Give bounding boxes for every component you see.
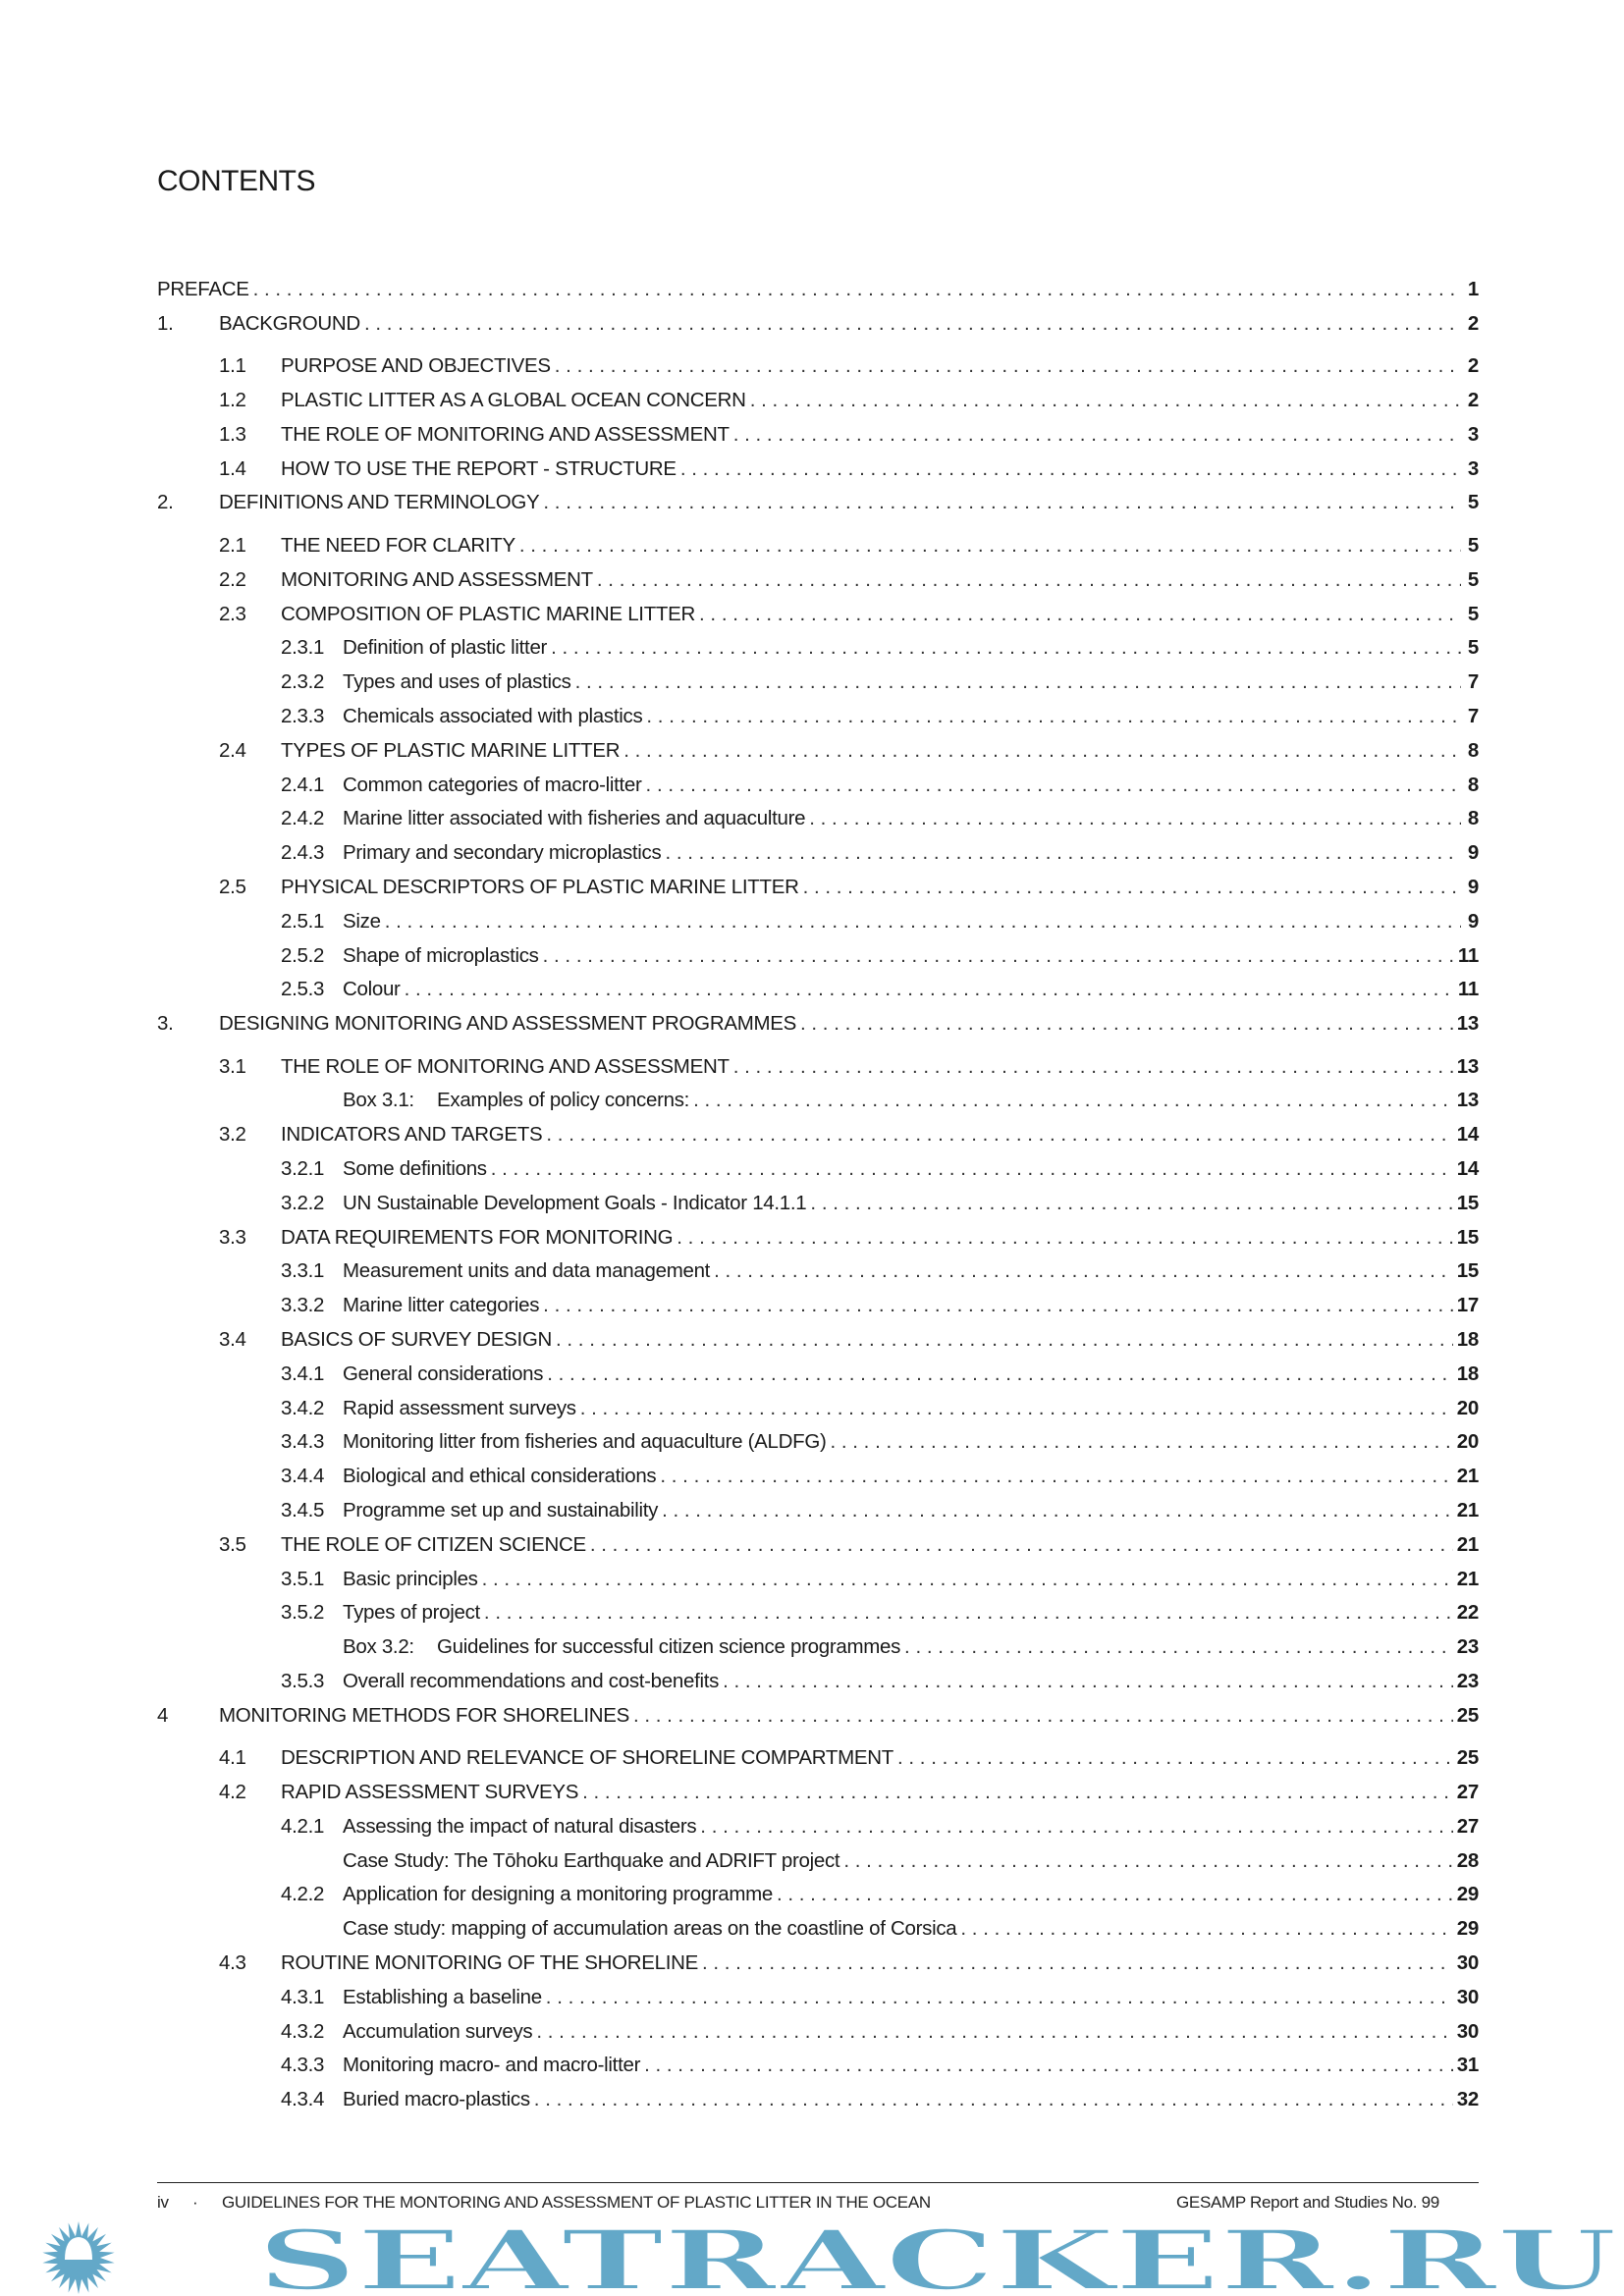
dot-leader	[590, 1532, 1453, 1558]
toc-entry[interactable]	[157, 311, 1479, 346]
dot-leader	[482, 1567, 1453, 1592]
toc-entry-title: Primary and secondary microplastics	[343, 840, 665, 866]
dot-leader	[960, 1916, 1452, 1942]
toc-entry[interactable]	[157, 567, 1479, 602]
toc-entry-page: 11	[1457, 978, 1479, 1001]
toc-entry-number: 4.3	[219, 1951, 246, 1974]
footer-document-title: GUIDELINES FOR THE MONTORING AND ASSESSMENT OF PLASTIC LITTER IN THE OCEAN	[222, 2193, 931, 2212]
toc-entry[interactable]	[157, 977, 1479, 1011]
toc-entry-number: 3.3	[219, 1225, 246, 1249]
toc-entry-title: Establishing a baseline	[343, 1985, 546, 2010]
dot-leader	[519, 533, 1461, 559]
toc-entry-title: MONITORING METHODS FOR SHORELINES	[219, 1703, 633, 1729]
toc-entry-number: 2.4.2	[281, 807, 325, 830]
toc-entry-page: 20	[1456, 1396, 1479, 1419]
dot-leader	[484, 1600, 1453, 1626]
toc-entry-page: 8	[1467, 738, 1479, 762]
dot-leader	[543, 490, 1461, 515]
toc-entry-title: Size	[343, 909, 385, 934]
toc-entry-number: 2.4.3	[281, 841, 325, 865]
toc-entry[interactable]	[157, 1916, 1479, 1950]
toc-entry-page: 2	[1467, 311, 1479, 335]
dot-leader	[662, 1498, 1453, 1523]
toc-entry-title: Programme set up and sustainability	[343, 1498, 662, 1523]
toc-entry-page: 8	[1467, 807, 1479, 830]
toc-entry[interactable]	[157, 1122, 1479, 1156]
toc-entry-page: 7	[1467, 704, 1479, 727]
toc-entry[interactable]	[157, 2019, 1479, 2054]
toc-entry[interactable]	[157, 1191, 1479, 1225]
toc-entry[interactable]	[157, 635, 1479, 669]
toc-entry-page: 2	[1467, 354, 1479, 378]
dot-leader	[582, 1780, 1453, 1805]
toc-entry-page: 5	[1467, 567, 1479, 591]
toc-entry[interactable]	[157, 806, 1479, 840]
dot-leader	[536, 2019, 1452, 2045]
dot-leader	[733, 422, 1461, 448]
toc-entry[interactable]	[157, 353, 1479, 388]
page-title: CONTENTS	[157, 165, 315, 197]
toc-entry[interactable]	[157, 1882, 1479, 1916]
toc-entry[interactable]	[157, 388, 1479, 422]
toc-entry[interactable]	[157, 1703, 1479, 1737]
toc-entry-number: 2.3.3	[281, 704, 325, 727]
toc-entry[interactable]	[157, 602, 1479, 636]
toc-entry[interactable]	[157, 669, 1479, 704]
toc-entry-number: 3.2	[219, 1123, 246, 1147]
toc-entry-number: 2.5.1	[281, 909, 325, 933]
toc-entry[interactable]	[157, 1396, 1479, 1430]
dot-leader	[547, 1362, 1453, 1387]
toc-entry-number: 3.4.2	[281, 1396, 325, 1419]
toc-entry-page: 21	[1456, 1465, 1479, 1488]
toc-entry-title: Rapid assessment surveys	[343, 1396, 580, 1421]
toc-entry-title: Marine litter associated with fisheries and aquaculture	[343, 806, 809, 831]
table-of-contents	[157, 277, 1479, 2121]
toc-entry-page: 15	[1456, 1225, 1479, 1249]
toc-entry[interactable]	[157, 1156, 1479, 1191]
dot-leader	[677, 1225, 1453, 1251]
toc-entry-number: 2.	[157, 491, 174, 514]
toc-entry[interactable]	[157, 1814, 1479, 1848]
toc-entry-number: 1.1	[219, 354, 246, 378]
toc-entry-page: 25	[1456, 1746, 1479, 1770]
toc-entry-number: 4.3.1	[281, 1985, 325, 2008]
toc-entry[interactable]	[157, 490, 1479, 524]
toc-entry-page: 29	[1456, 1883, 1479, 1906]
dot-leader	[680, 456, 1461, 482]
toc-entry-number: 1.3	[219, 422, 246, 446]
toc-entry[interactable]	[157, 1848, 1479, 1883]
toc-entry-title: THE ROLE OF MONITORING AND ASSESSMENT	[281, 1054, 733, 1080]
toc-entry-title: Types of project	[343, 1600, 484, 1626]
toc-entry-page: 18	[1456, 1327, 1479, 1351]
toc-entry-page: 9	[1467, 841, 1479, 865]
toc-entry-page: 9	[1467, 875, 1479, 898]
toc-entry-title: Examples of policy concerns:	[437, 1088, 693, 1113]
toc-entry-page: 29	[1456, 1917, 1479, 1941]
dot-leader	[660, 1464, 1452, 1489]
toc-entry[interactable]	[157, 2053, 1479, 2087]
dot-leader	[699, 602, 1461, 627]
toc-entry-number: 3.5	[219, 1532, 246, 1556]
toc-entry-page: 30	[1456, 1951, 1479, 1974]
toc-entry-page: 28	[1456, 1848, 1479, 1872]
toc-entry-title: PREFACE	[157, 277, 253, 302]
toc-entry-page: 11	[1457, 943, 1479, 967]
toc-entry-number: 3.5.2	[281, 1601, 325, 1625]
toc-entry[interactable]	[157, 1634, 1479, 1669]
toc-entry-title: Assessing the impact of natural disasters	[343, 1814, 700, 1840]
toc-entry-title: THE ROLE OF MONITORING AND ASSESSMENT	[281, 422, 733, 448]
toc-entry-title: THE NEED FOR CLARITY	[281, 533, 519, 559]
dot-leader	[551, 635, 1461, 661]
toc-entry-title: Accumulation surveys	[343, 2019, 536, 2045]
dot-leader	[831, 1429, 1453, 1455]
toc-entry-number: 2.5.3	[281, 978, 325, 1001]
toc-entry[interactable]	[157, 1745, 1479, 1780]
toc-entry[interactable]	[157, 422, 1479, 456]
toc-entry-page: 15	[1456, 1191, 1479, 1214]
toc-entry-page: 27	[1456, 1814, 1479, 1838]
toc-entry[interactable]	[157, 1054, 1479, 1089]
toc-entry-page: 3	[1467, 456, 1479, 480]
toc-entry[interactable]	[157, 533, 1479, 567]
toc-entry-page: 22	[1456, 1601, 1479, 1625]
toc-entry-title: TYPES OF PLASTIC MARINE LITTER	[281, 738, 623, 764]
dot-leader	[633, 1703, 1453, 1729]
toc-entry-number: 3.4.3	[281, 1430, 325, 1454]
dot-leader	[777, 1882, 1453, 1907]
toc-entry[interactable]	[157, 1293, 1479, 1327]
toc-entry-title: DESCRIPTION AND RELEVANCE OF SHORELINE COMPARTMENT	[281, 1745, 897, 1771]
toc-entry[interactable]	[157, 1362, 1479, 1396]
toc-entry-page: 21	[1456, 1532, 1479, 1556]
toc-entry-page: 1	[1467, 278, 1479, 300]
toc-entry[interactable]	[157, 704, 1479, 738]
toc-entry-number: 2.4.1	[281, 773, 325, 796]
toc-entry-page: 30	[1456, 2019, 1479, 2043]
toc-entry-number: 2.3.1	[281, 636, 325, 660]
toc-entry-title: Basic principles	[343, 1567, 482, 1592]
footer-page-number: iv	[157, 2193, 169, 2212]
dot-leader	[843, 1848, 1452, 1874]
toc-entry-number: 2.5	[219, 875, 246, 898]
dot-leader	[580, 1396, 1453, 1421]
dot-leader	[405, 977, 1454, 1002]
sun-logo-icon	[42, 2221, 114, 2294]
toc-entry-title: UN Sustainable Development Goals - Indicator 14.1.1	[343, 1191, 810, 1216]
toc-entry-number: 2.1	[219, 533, 246, 557]
dot-leader	[803, 875, 1461, 900]
toc-entry[interactable]	[157, 1011, 1479, 1045]
toc-entry-title: Application for designing a monitoring programme	[343, 1882, 777, 1907]
dot-leader	[543, 1293, 1453, 1318]
toc-entry-page: 13	[1456, 1012, 1479, 1036]
toc-entry-page: 14	[1456, 1123, 1479, 1147]
dot-leader	[253, 277, 1461, 302]
toc-entry-title: General considerations	[343, 1362, 547, 1387]
toc-entry-number: 3.4	[219, 1327, 246, 1351]
dot-leader	[904, 1634, 1453, 1660]
toc-entry-page: 25	[1456, 1703, 1479, 1727]
footer-series: GESAMP Report and Studies No. 99	[1176, 2193, 1439, 2212]
toc-entry-title: ROUTINE MONITORING OF THE SHORELINE	[281, 1950, 702, 1976]
toc-entry-title: Guidelines for successful citizen science programmes	[437, 1634, 904, 1660]
toc-entry[interactable]	[157, 1600, 1479, 1634]
toc-entry-page: 32	[1456, 2088, 1479, 2111]
toc-entry-title: Definition of plastic litter	[343, 635, 551, 661]
footer-divider	[157, 2182, 1479, 2183]
toc-entry-title: DEFINITIONS AND TERMINOLOGY	[219, 490, 543, 515]
dot-leader	[897, 1745, 1453, 1771]
toc-entry-title: MONITORING AND ASSESSMENT	[281, 567, 597, 593]
toc-entry[interactable]	[157, 773, 1479, 807]
toc-entry[interactable]	[157, 1429, 1479, 1464]
toc-entry[interactable]	[157, 1498, 1479, 1532]
toc-entry-title: Overall recommendations and cost-benefits	[343, 1669, 723, 1694]
toc-entry-page: 15	[1456, 1259, 1479, 1283]
toc-entry[interactable]	[157, 1088, 1479, 1122]
toc-entry-number: 3.1	[219, 1054, 246, 1078]
toc-entry-title: Marine litter categories	[343, 1293, 543, 1318]
toc-entry[interactable]	[157, 1985, 1479, 2019]
dot-leader	[723, 1669, 1453, 1694]
dot-leader	[546, 1122, 1452, 1148]
dot-leader	[809, 806, 1461, 831]
toc-entry-number: 3.4.5	[281, 1498, 325, 1522]
toc-entry-page: 23	[1456, 1669, 1479, 1692]
toc-entry-number: 1.4	[219, 456, 246, 480]
toc-entry-number: 2.4	[219, 738, 246, 762]
toc-entry-page: 14	[1456, 1156, 1479, 1180]
toc-entry-page: 20	[1456, 1430, 1479, 1454]
toc-entry[interactable]	[157, 456, 1479, 491]
toc-entry[interactable]	[157, 1532, 1479, 1567]
toc-entry-page: 21	[1456, 1498, 1479, 1522]
toc-entry-title: BACKGROUND	[219, 311, 364, 337]
toc-entry-number: 3.4.1	[281, 1362, 325, 1385]
dot-leader	[543, 943, 1454, 969]
toc-entry-page: 9	[1467, 909, 1479, 933]
toc-entry-number: 4.1	[219, 1746, 246, 1770]
toc-entry-title: Some definitions	[343, 1156, 491, 1182]
toc-entry-title: Common categories of macro-litter	[343, 773, 646, 798]
toc-entry-title: Case Study: The Tōhoku Earthquake and ADRIFT project	[343, 1848, 843, 1874]
toc-entry-number: 4.3.4	[281, 2088, 325, 2111]
dot-leader	[702, 1950, 1453, 1976]
toc-entry-number: 4.2.1	[281, 1814, 325, 1838]
toc-entry-number: 3.3.2	[281, 1294, 325, 1317]
dot-leader	[556, 1327, 1453, 1353]
toc-entry-number: 3.2.1	[281, 1156, 325, 1180]
toc-entry-title: Colour	[343, 977, 405, 1002]
toc-entry-page: 5	[1467, 636, 1479, 660]
toc-entry-page: 23	[1456, 1635, 1479, 1659]
toc-entry-page: 27	[1456, 1781, 1479, 1804]
toc-entry-title: HOW TO USE THE REPORT - STRUCTURE	[281, 456, 680, 482]
dot-leader	[714, 1258, 1453, 1284]
dot-leader	[733, 1054, 1453, 1080]
toc-entry-number: Box 3.2:	[343, 1635, 414, 1659]
toc-entry[interactable]	[157, 1780, 1479, 1814]
dot-leader	[575, 669, 1461, 695]
toc-entry-page: 13	[1456, 1089, 1479, 1112]
toc-entry[interactable]	[157, 1950, 1479, 1985]
toc-entry-number: 4.2.2	[281, 1883, 325, 1906]
dot-leader	[555, 353, 1461, 379]
toc-entry[interactable]	[157, 1225, 1479, 1259]
toc-entry-title: INDICATORS AND TARGETS	[281, 1122, 546, 1148]
dot-leader	[597, 567, 1461, 593]
toc-entry-number: Box 3.1:	[343, 1089, 414, 1112]
dot-leader	[644, 2053, 1453, 2078]
toc-entry-page: 2	[1467, 389, 1479, 412]
toc-entry[interactable]	[157, 909, 1479, 943]
toc-entry-title: Monitoring macro- and macro-litter	[343, 2053, 644, 2078]
toc-entry-page: 8	[1467, 773, 1479, 796]
toc-entry-number: 4	[157, 1703, 169, 1727]
toc-entry-page: 5	[1467, 602, 1479, 625]
toc-entry[interactable]	[157, 1258, 1479, 1293]
dot-leader	[750, 388, 1461, 413]
toc-entry-title: Measurement units and data management	[343, 1258, 714, 1284]
toc-entry[interactable]	[157, 943, 1479, 978]
toc-entry[interactable]	[157, 2087, 1479, 2121]
toc-entry[interactable]	[157, 875, 1479, 909]
toc-entry-number: 4.3.2	[281, 2019, 325, 2043]
toc-entry-page: 7	[1467, 670, 1479, 694]
toc-entry-number: 1.	[157, 311, 174, 335]
toc-entry-number: 2.3.2	[281, 670, 325, 694]
toc-entry-number: 2.2	[219, 567, 246, 591]
toc-entry-title: Chemicals associated with plastics	[343, 704, 646, 729]
toc-entry-title: BASICS OF SURVEY DESIGN	[281, 1327, 556, 1353]
toc-entry-number: 3.2.2	[281, 1191, 325, 1214]
toc-entry-page: 5	[1467, 491, 1479, 514]
toc-entry-number: 3.3.1	[281, 1259, 325, 1283]
toc-entry-page: 3	[1467, 422, 1479, 446]
dot-leader	[646, 773, 1461, 798]
toc-entry-page: 30	[1456, 1985, 1479, 2008]
toc-entry-number: 1.2	[219, 389, 246, 412]
toc-entry-title: Buried macro-plastics	[343, 2087, 534, 2112]
dot-leader	[385, 909, 1461, 934]
toc-entry-title: PLASTIC LITTER AS A GLOBAL OCEAN CONCERN	[281, 388, 750, 413]
toc-entry-page: 17	[1456, 1294, 1479, 1317]
toc-entry-title: DESIGNING MONITORING AND ASSESSMENT PROGRAMMES	[219, 1011, 800, 1037]
toc-entry-title: Types and uses of plastics	[343, 669, 575, 695]
toc-entry-title: Shape of microplastics	[343, 943, 543, 969]
dot-leader	[810, 1191, 1452, 1216]
toc-entry[interactable]	[157, 1327, 1479, 1362]
toc-entry-number: 3.5.1	[281, 1567, 325, 1590]
dot-leader	[646, 704, 1461, 729]
watermark-text: SEATRACKER.RU	[257, 2220, 1617, 2296]
dot-leader	[623, 738, 1461, 764]
toc-entry[interactable]	[157, 1464, 1479, 1498]
dot-leader	[800, 1011, 1453, 1037]
toc-entry-number: 2.5.2	[281, 943, 325, 967]
toc-entry-page: 13	[1456, 1054, 1479, 1078]
dot-leader	[700, 1814, 1453, 1840]
toc-entry-page: 21	[1456, 1567, 1479, 1590]
dot-leader	[693, 1088, 1453, 1113]
toc-entry[interactable]	[157, 277, 1479, 311]
dot-leader	[546, 1985, 1453, 2010]
toc-entry-number: 2.3	[219, 602, 246, 625]
dot-leader	[534, 2087, 1453, 2112]
toc-entry-page: 31	[1456, 2054, 1479, 2077]
toc-entry-page: 5	[1467, 533, 1479, 557]
toc-entry-title: THE ROLE OF CITIZEN SCIENCE	[281, 1532, 590, 1558]
toc-entry-title: PURPOSE AND OBJECTIVES	[281, 353, 555, 379]
toc-entry-number: 3.	[157, 1012, 174, 1036]
toc-entry[interactable]	[157, 840, 1479, 875]
toc-entry-title: Biological and ethical considerations	[343, 1464, 660, 1489]
toc-entry-page: 18	[1456, 1362, 1479, 1385]
dot-leader	[491, 1156, 1453, 1182]
watermark	[0, 2220, 1624, 2296]
toc-entry[interactable]	[157, 1669, 1479, 1703]
toc-entry-title: RAPID ASSESSMENT SURVEYS	[281, 1780, 582, 1805]
toc-entry-title: COMPOSITION OF PLASTIC MARINE LITTER	[281, 602, 699, 627]
toc-entry-number: 3.4.4	[281, 1465, 325, 1488]
toc-entry-number: 4.3.3	[281, 2054, 325, 2077]
toc-entry-number: 3.5.3	[281, 1669, 325, 1692]
toc-entry-title: Monitoring litter from fisheries and aquaculture (ALDFG)	[343, 1429, 831, 1455]
dot-leader	[364, 311, 1461, 337]
dot-leader	[665, 840, 1461, 866]
toc-entry[interactable]	[157, 1567, 1479, 1601]
footer-separator: ·	[192, 2193, 198, 2212]
toc-entry[interactable]	[157, 738, 1479, 773]
toc-entry-number: 4.2	[219, 1781, 246, 1804]
toc-entry-title: DATA REQUIREMENTS FOR MONITORING	[281, 1225, 677, 1251]
toc-entry-title: Case study: mapping of accumulation areas on the coastline of Corsica	[343, 1916, 960, 1942]
toc-entry-title: PHYSICAL DESCRIPTORS OF PLASTIC MARINE LITTER	[281, 875, 803, 900]
